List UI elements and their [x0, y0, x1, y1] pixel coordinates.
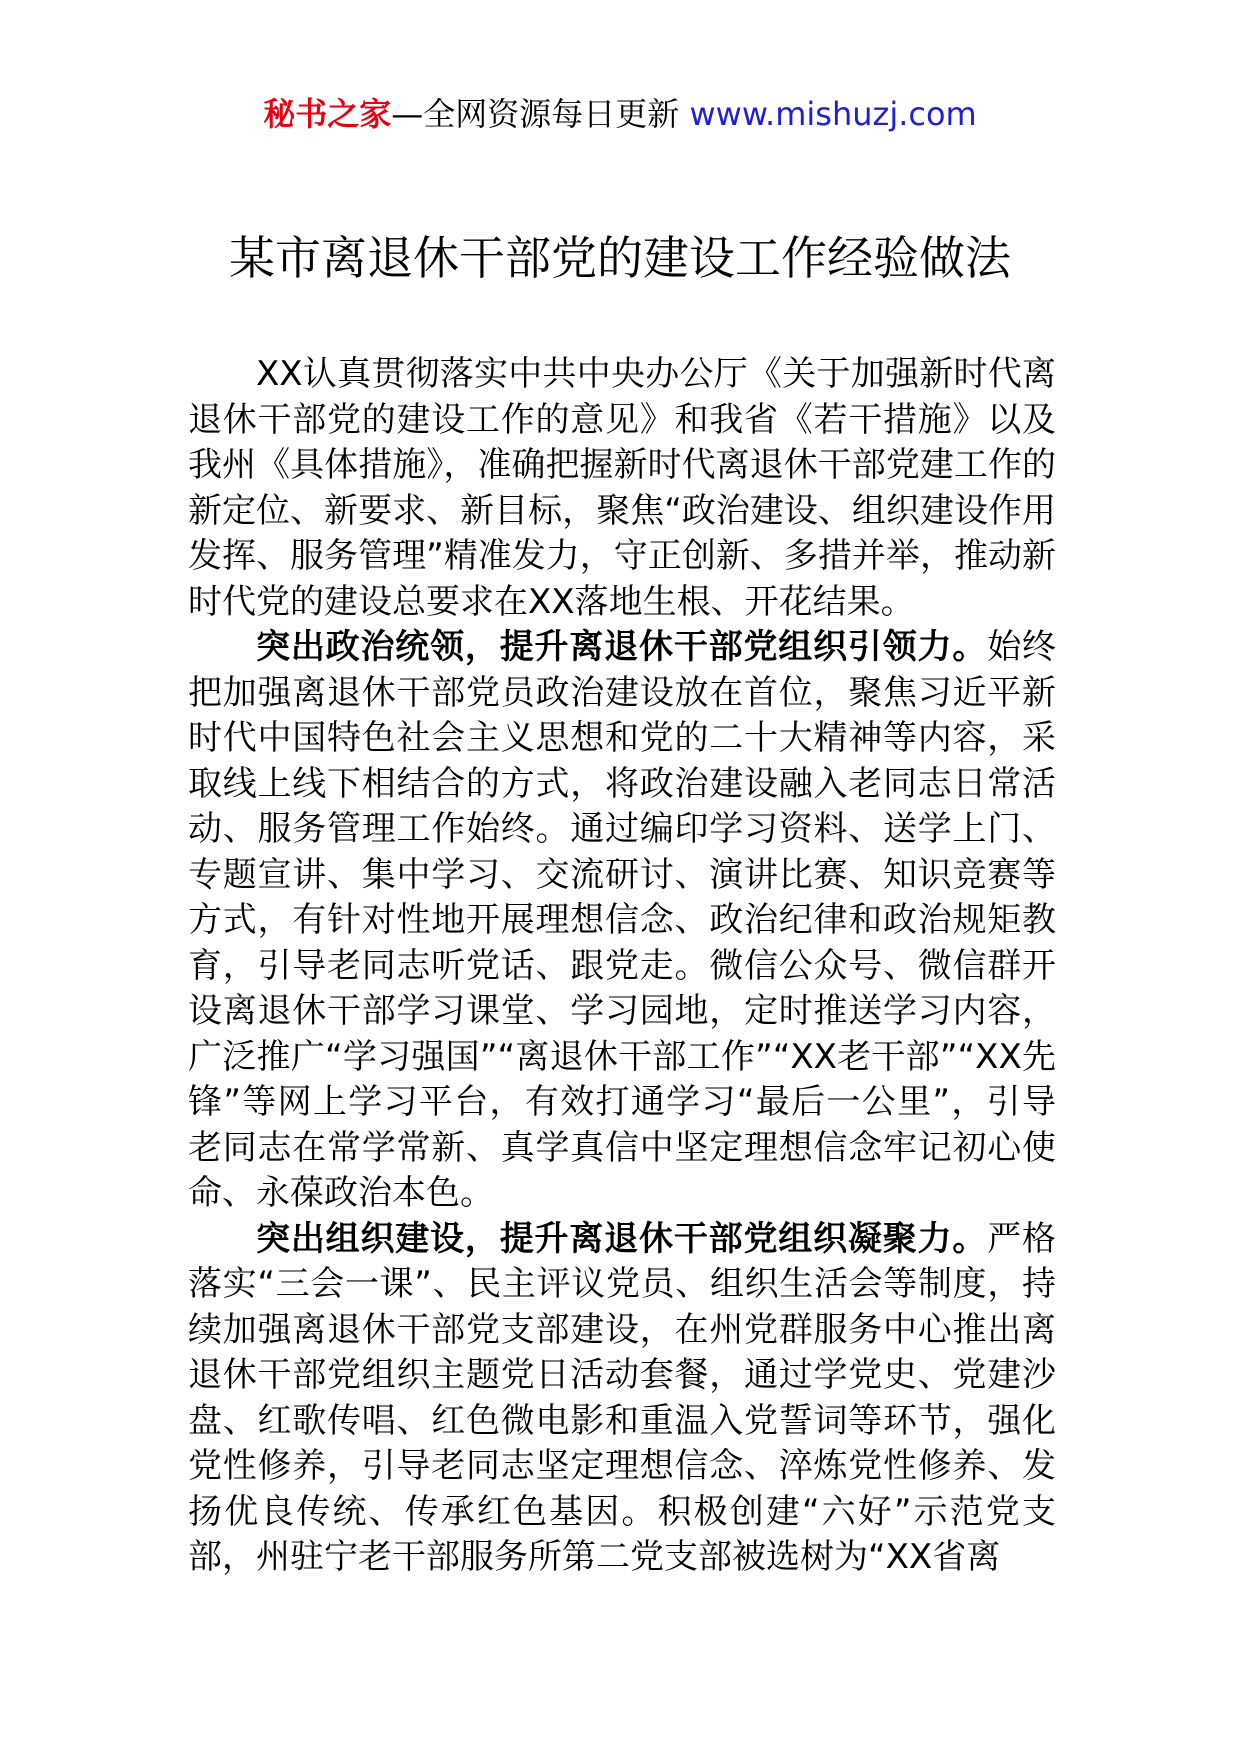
document-body	[188, 352, 1056, 1581]
paragraph-lead: 突出政治统领，提升离退休干部党组织引领力。	[256, 627, 988, 667]
site-brand: 秘书之家	[263, 95, 392, 133]
paragraph-text: 严格落实“三会一课”、民主评议党员、组织生活会等制度，持续加强离退休干部党支部建设，在州党群服务中心推出离退休干部党组织主题党日活动套餐，通过学党史、党建沙盘、红歌传唱、红色微电影和重温入党誓词等环节，强化党性修养，引导老同志坚定理想信念、淬炼党性修养、发扬优良传统、传承红色基因。积极创建“六好”示范党支部，州驻宁老干部服务所第二党支部被选树为“XX省离	[188, 1218, 1057, 1577]
paragraph-organization	[188, 1217, 1056, 1581]
paragraph-text: XX认真贯彻落实中共中央办公厅《关于加强新时代离退休干部党的建设工作的意见》和我省《若干措施》以及我州《具体措施》，准确把握新时代离退休干部党建工作的新定位、新要求、新目标，聚焦“政治建设、组织建设作用发挥、服务管理”精准发力，守正创新、多措并举，推动新时代党的建设总要求在XX落地生根、开花结果。	[188, 354, 1056, 622]
site-url-link[interactable]: www.mishuzj.com	[689, 95, 977, 133]
site-header	[0, 92, 1240, 136]
paragraph-text: 始终把加强离退休干部党员政治建设放在首位，聚焦习近平新时代中国特色社会主义思想和党的二十大精神等内容，采取线上线下相结合的方式，将政治建设融入老同志日常活动、服务管理工作始终。通过编印学习资料、送学上门、专题宣讲、集中学习、交流研讨、演讲比赛、知识竞赛等方式，有针对性地开展理想信念、政治纪律和政治规矩教育，引导老同志听党话、跟党走。微信公众号、微信群开设离退休干部学习课堂、学习园地，定时推送学习内容，广泛推广“学习强国”“离退休干部工作”“XX老干部”“XX先锋”等网上学习平台，有效打通学习“最后一公里”，引导老同志在常学常新、真学真信中坚定理想信念牢记初心使命、永葆政治本色。	[188, 627, 1057, 1213]
paragraph-intro	[188, 352, 1056, 625]
paragraph-political	[188, 625, 1056, 1217]
document-title: 某市离退休干部党的建设工作经验做法	[229, 231, 1011, 285]
paragraph-lead: 突出组织建设，提升离退休干部党组织凝聚力。	[256, 1218, 988, 1259]
site-tagline: —全网资源每日更新	[391, 95, 690, 133]
